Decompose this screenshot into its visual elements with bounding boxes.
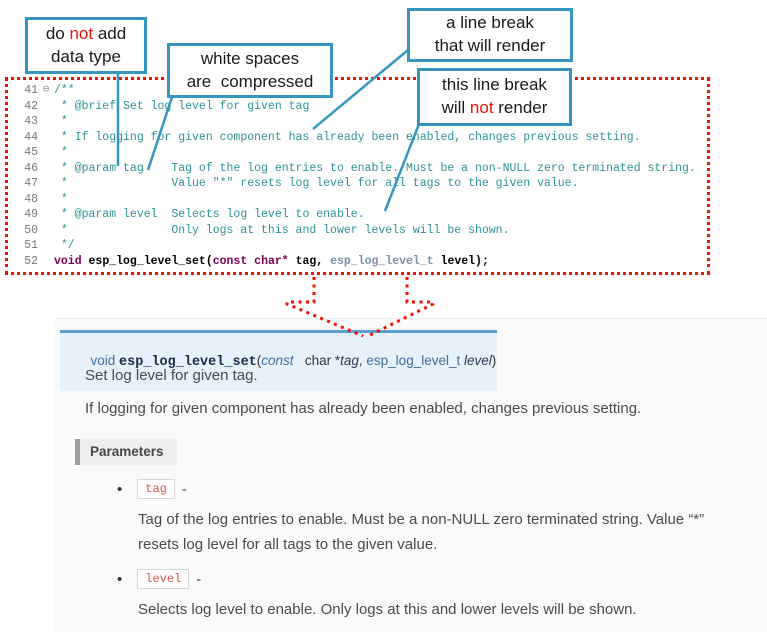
sig-char-pointer: char * xyxy=(301,353,341,368)
line-number: 41 xyxy=(24,84,38,97)
line-number: 46 xyxy=(24,161,38,175)
sig-param-type: esp_log_level_t xyxy=(366,353,461,368)
sig-const-keyword: const xyxy=(261,353,294,368)
function-name: esp_log_level_set( xyxy=(88,254,213,268)
param-item-level xyxy=(117,569,201,589)
sig-paren: ( xyxy=(256,353,262,368)
callout-line: are compressed xyxy=(186,71,314,91)
sig-comma: , xyxy=(358,353,367,368)
line-number: 51 xyxy=(24,239,38,252)
callout-line: do not add xyxy=(45,23,127,43)
line-number: 47 xyxy=(24,177,38,190)
comment-text: * If logging for given component has already been enabled, changes previous setting. xyxy=(54,130,641,144)
callout-line: that will render xyxy=(434,36,546,55)
comment-text: * xyxy=(54,192,68,206)
bullet-icon: • xyxy=(117,570,123,588)
callout-box-linebreak-not-render xyxy=(417,68,572,126)
callout-box-no-data-type xyxy=(25,17,147,74)
line-number: 43 xyxy=(24,115,38,128)
emphasis-not: not xyxy=(69,23,94,43)
keyword-void: void xyxy=(54,254,82,268)
bullet-icon: • xyxy=(117,480,123,498)
callout-box-whitespace-compressed xyxy=(167,43,333,98)
comment-text: * @param level Selects log level to enable. xyxy=(54,208,365,221)
param-description-tag: Tag of the log entries to enable. Must be a non-NULL zero terminated string. Value “*” resets log level for all tags to the given value. xyxy=(138,511,705,553)
param-item-tag xyxy=(117,479,187,499)
code-line xyxy=(12,223,707,239)
comment-text: */ xyxy=(54,239,75,252)
code-text xyxy=(247,254,254,270)
param-separator: - xyxy=(181,480,187,498)
parameters-heading: Parameters xyxy=(75,439,177,465)
sig-param-level: level xyxy=(464,353,492,368)
code-text: tag, xyxy=(288,254,331,268)
code-line xyxy=(12,176,707,192)
param-description-level: Selects log level to enable. Only logs at this and lower levels will be shown. xyxy=(138,601,637,618)
comment-text: * Only logs at this and lower levels will be shown. xyxy=(54,223,510,237)
line-number: 42 xyxy=(24,99,38,113)
param-name-chip: level xyxy=(137,569,189,589)
code-line xyxy=(12,114,707,130)
sig-return-type: void xyxy=(90,353,120,368)
code-line xyxy=(12,130,707,146)
callout-line: will not render xyxy=(441,98,548,117)
code-line xyxy=(12,192,707,208)
comment-text: * @brief Set log level for given tag xyxy=(54,99,310,113)
typedef-name: esp_log_level_t xyxy=(330,254,434,268)
fold-collapse-icon[interactable]: ⊖ xyxy=(42,84,50,96)
callout-line: data type xyxy=(51,46,121,66)
line-number: 49 xyxy=(24,208,38,221)
sig-paren: ) xyxy=(491,353,497,368)
line-number: 50 xyxy=(24,223,38,237)
callout-line: this line break xyxy=(442,75,547,95)
emphasis-not: not xyxy=(469,98,494,117)
code-line xyxy=(12,99,707,115)
line-number: 44 xyxy=(24,130,38,144)
keyword-const: const xyxy=(212,254,248,268)
code-line xyxy=(12,83,707,99)
code-text: level); xyxy=(433,254,489,268)
code-line-function-declaration xyxy=(12,254,707,270)
doc-brief-paragraph: Set log level for given tag. xyxy=(85,367,258,384)
code-line xyxy=(12,145,707,161)
comment-text: /** xyxy=(54,84,75,97)
code-editor-snippet xyxy=(5,77,710,275)
keyword-char: char* xyxy=(254,254,289,268)
sig-gap xyxy=(294,353,302,368)
comment-text: * Value "*" resets log level for all tags to the given value. xyxy=(54,177,579,190)
code-line xyxy=(12,207,707,223)
rendered-doc-panel xyxy=(55,318,767,632)
sig-function-name: esp_log_level_set xyxy=(119,355,257,370)
comment-text: * @param tag Tag of the log entries to enable. Must be a non-NULL zero terminated string. xyxy=(54,161,696,175)
doc-detail-paragraph: If logging for given component has already been enabled, changes previous setting. xyxy=(85,400,642,417)
code-line xyxy=(12,161,707,177)
param-name-chip: tag xyxy=(137,479,175,499)
callout-line: white spaces xyxy=(200,48,300,68)
sig-param-tag: tag xyxy=(340,353,359,368)
line-number: 48 xyxy=(24,192,38,206)
line-number: 52 xyxy=(24,254,38,268)
param-separator: - xyxy=(196,570,202,588)
callout-line: a line break xyxy=(446,13,534,33)
comment-text: * xyxy=(54,115,68,128)
code-text xyxy=(82,254,89,270)
comment-text: * xyxy=(54,146,68,159)
callout-box-linebreak-renders xyxy=(407,8,573,62)
code-line xyxy=(12,238,707,254)
line-number: 45 xyxy=(24,146,38,159)
